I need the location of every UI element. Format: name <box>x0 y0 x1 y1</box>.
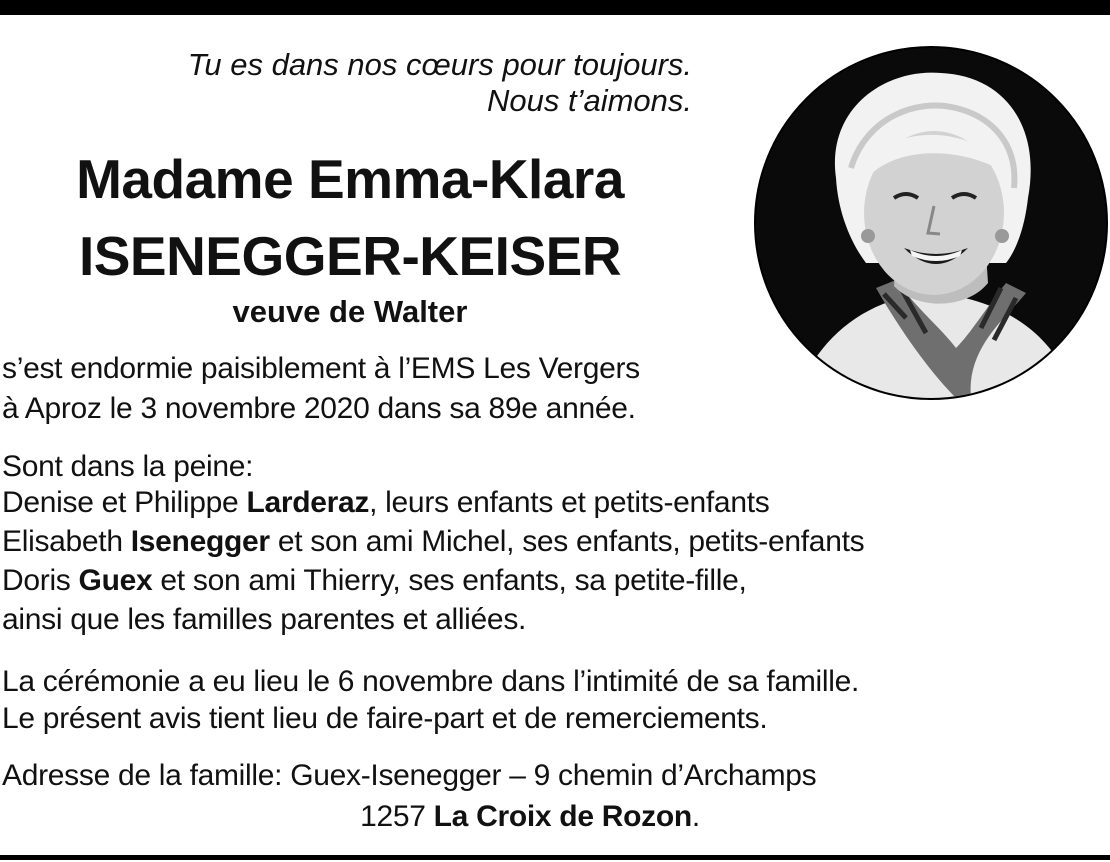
deceased-name-line-2: ISENEGGER-KEISER <box>78 225 622 287</box>
quote-line-1: Tu es dans nos cœurs pour toujours. <box>187 47 692 82</box>
mourner-row: Elisabeth Isenegger et son ami Michel, ses enfants, petits-enfants <box>2 525 865 558</box>
widow-of: veuve de Walter <box>232 294 468 329</box>
ceremony-line-1: La cérémonie a eu lieu le 6 novembre dans l’intimité de sa famille. <box>2 665 860 698</box>
quote-line-2: Nous t’aimons. <box>486 83 692 118</box>
bottom-rule <box>0 855 1110 860</box>
mourners-closing: ainsi que les familles parentes et alliées. <box>2 603 527 636</box>
mourner-row: Doris Guex et son ami Thierry, ses enfants, sa petite-fille, <box>2 564 747 597</box>
family-address-line: Adresse de la famille: Guex-Isenegger – 9 chemin d’Archamps <box>2 759 817 792</box>
ceremony-line-2: Le présent avis tient lieu de faire-part et de remerciements. <box>2 702 768 735</box>
family-address-town: 1257 La Croix de Rozon. <box>360 800 700 833</box>
mourner-row: Denise et Philippe Larderaz, leurs enfants et petits-enfants <box>2 486 770 519</box>
top-rule <box>0 0 1110 15</box>
death-notice-line-1: s’est endormie paisiblement à l’EMS Les Vergers <box>2 352 640 385</box>
deceased-name-line-1: Madame Emma-Klara <box>76 148 624 210</box>
portrait-photo <box>754 46 1108 400</box>
mourners-heading: Sont dans la peine: <box>2 450 254 483</box>
death-notice-line-2: à Aproz le 3 novembre 2020 dans sa 89e année. <box>2 392 636 425</box>
